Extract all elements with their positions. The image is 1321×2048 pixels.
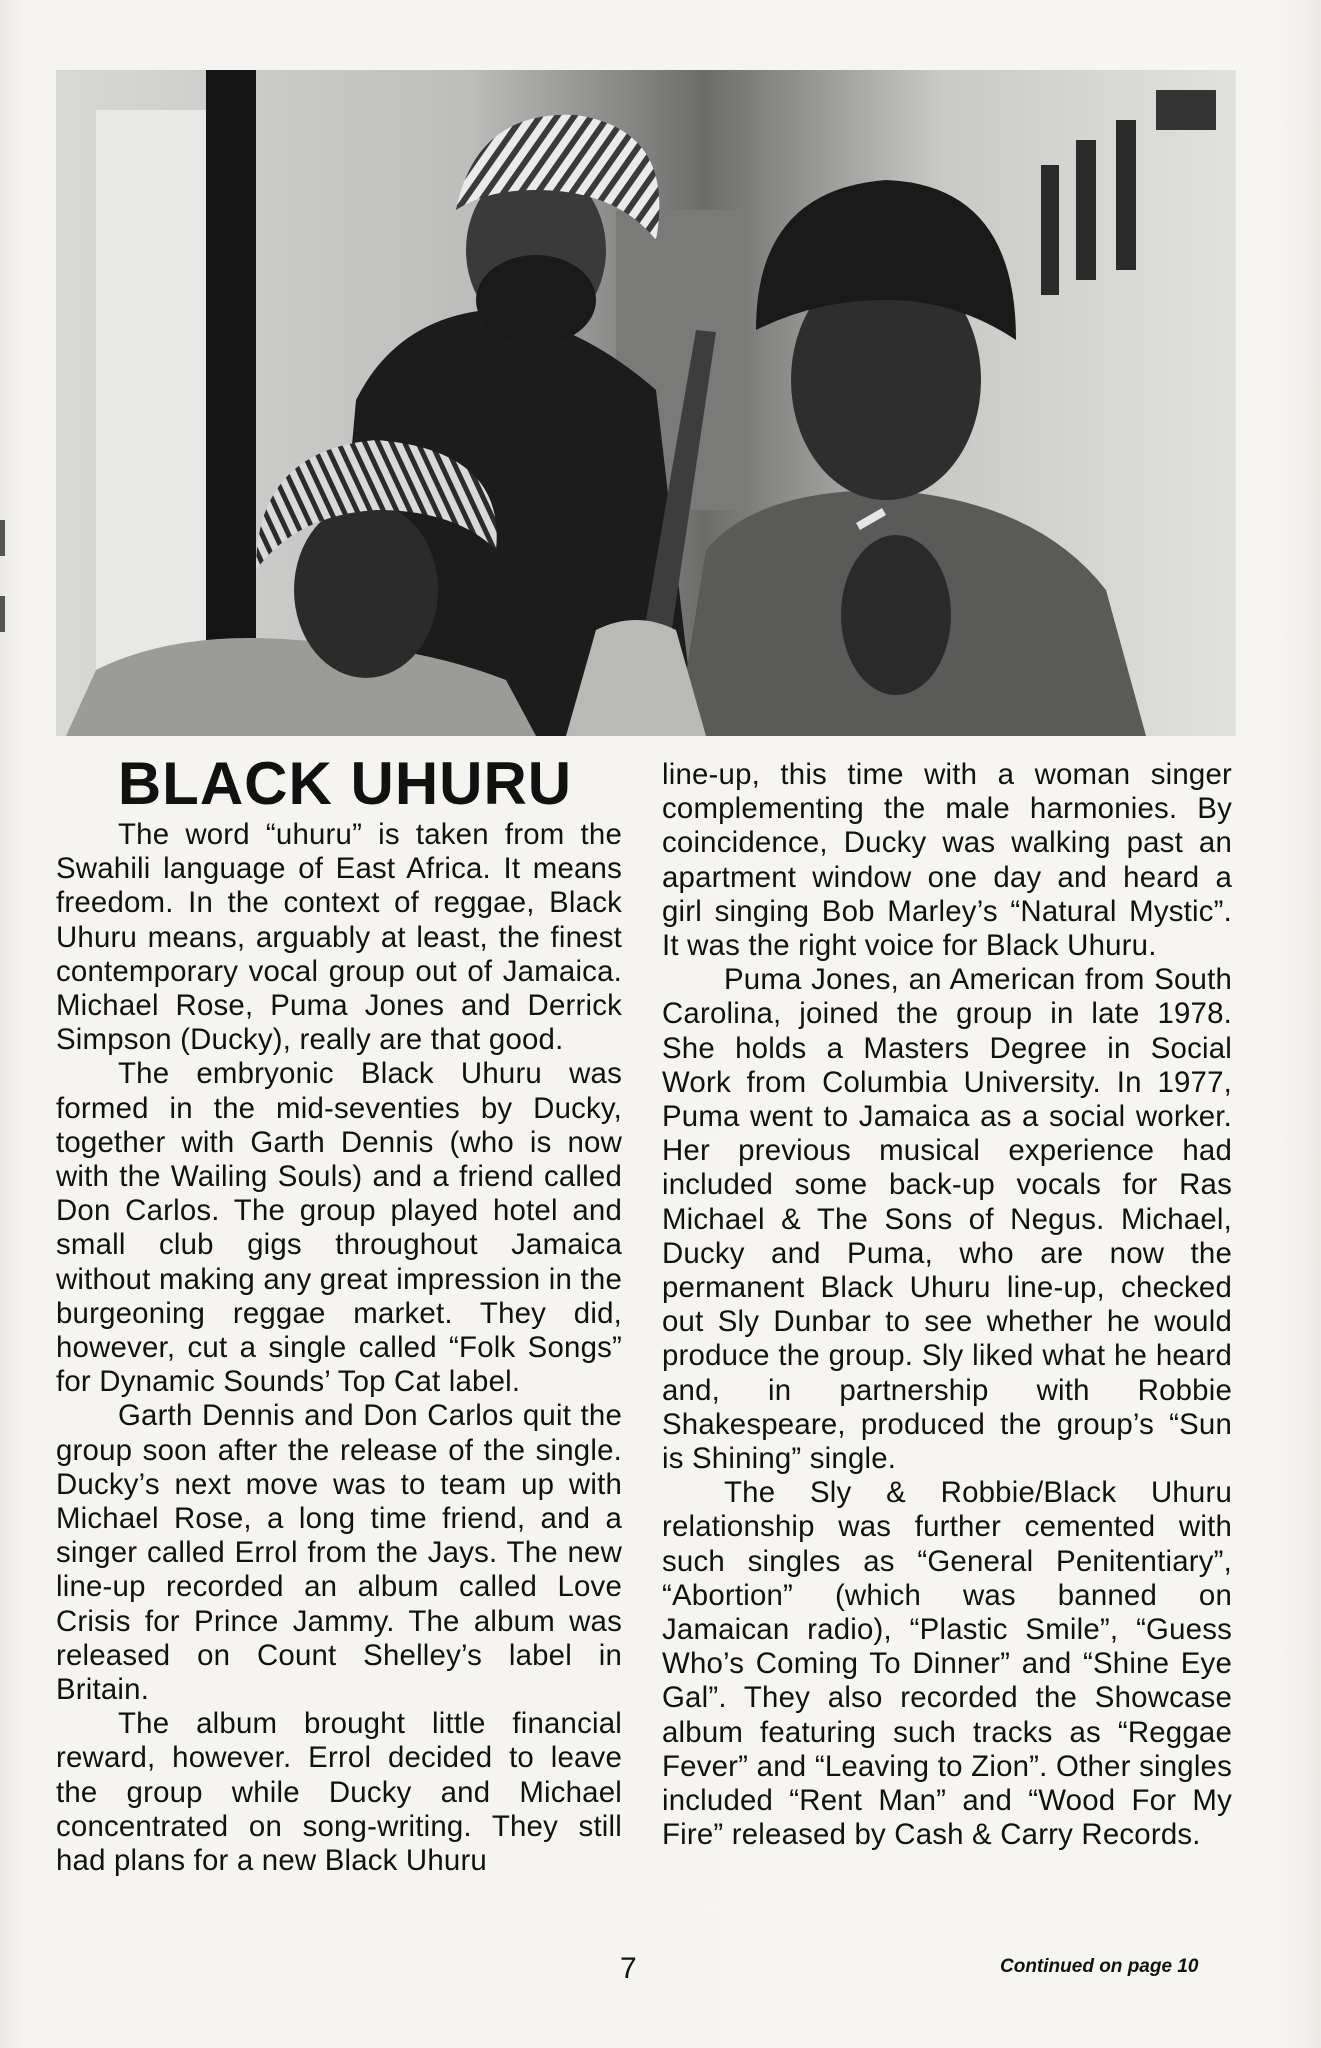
paragraph: The album brought little financial reward, however. Errol decided to leave the group while Ducky and Michael concentrated on song-writing. They still had plans for a new Black Uhuru — [56, 1707, 622, 1878]
binding-marks — [0, 520, 8, 640]
paragraph: The Sly & Robbie/Black Uhuru relationship was further cemented with such singles as “General Penitentiary”, “Abortion” (which was banned on Jamaican radio), “Plastic Smile”, “Guess Who’s Coming To Dinner” and “Shine Eye Gal”. They also recorded the Showcase album featuring such tracks as “Reggae Fever” and “Leaving to Zion”. Other singles included “Rent Man” and “Wood For My Fire” released by Cash & Carry Records. — [662, 1476, 1232, 1852]
right-column — [662, 758, 1232, 1853]
page-number: 7 — [620, 1952, 637, 1985]
paragraph: Garth Dennis and Don Carlos quit the group soon after the release of the single. Ducky’s next move was to team up with Michael Rose, a long time friend, and a singer called Errol from the Jays. The new line-up recorded an album called Love Crisis for Prince Jammy. The album was released on Count Shelley’s label in Britain. — [56, 1399, 622, 1707]
band-photo-image — [56, 70, 1236, 736]
paragraph: line-up, this time with a woman singer complementing the male harmonies. By coincidence, Ducky was walking past an apartment window one day and heard a girl singing Bob Marley’s “Natural Mystic”. It was the right voice for Black Uhuru. — [662, 758, 1232, 963]
left-column — [56, 818, 622, 1878]
paragraph: The embryonic Black Uhuru was formed in the mid-seventies by Ducky, together with Garth Dennis (who is now with the Wailing Souls) and a friend called Don Carlos. The group played hotel and small club gigs throughout Jamaica without making any great impression in the burgeoning reggae market. They did, however, cut a single called “Folk Songs” for Dynamic Sounds’ Top Cat label. — [56, 1057, 622, 1399]
band-photo — [56, 70, 1236, 736]
paragraph: The word “uhuru” is taken from the Swahili language of East Africa. It means freedom. In the context of reggae, Black Uhuru means, arguably at least, the finest contemporary vocal group out of Jamaica. Michael Rose, Puma Jones and Derrick Simpson (Ducky), really are that good. — [56, 818, 622, 1057]
article-headline: BLACK UHURU — [117, 750, 573, 817]
paragraph: Puma Jones, an American from South Carolina, joined the group in late 1978. She holds a Masters Degree in Social Work from Columbia University. In 1977, Puma went to Jamaica as a social worker. Her previous musical experience had included some back-up vocals for Ras Michael & The Sons of Negus. Michael, Ducky and Puma, who are now the permanent Black Uhuru line-up, checked out Sly Dunbar to see whether he would produce the group. Sly liked what he heard and, in partnership with Robbie Shakespeare, produced the group’s “Sun is Shining” single. — [662, 963, 1232, 1476]
continued-note: Continued on page 10 — [1000, 1956, 1199, 1977]
